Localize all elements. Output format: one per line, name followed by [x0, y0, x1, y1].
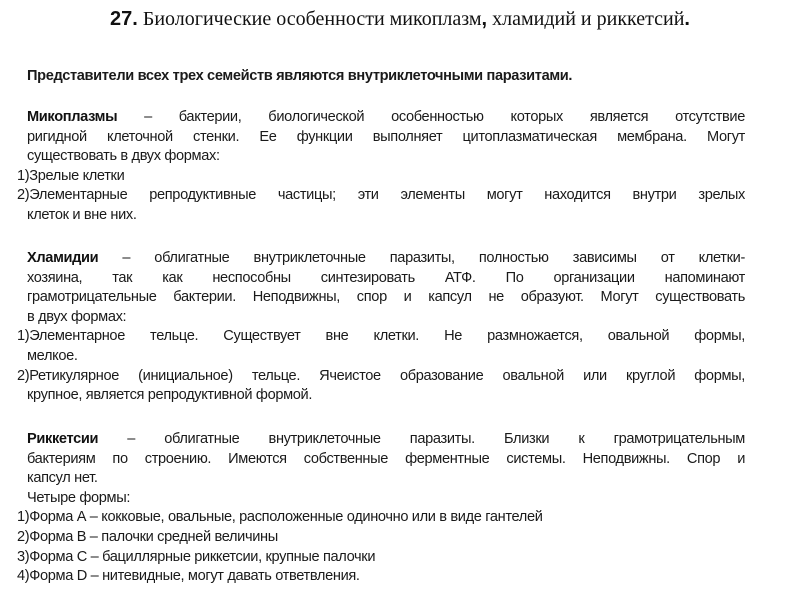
- paragraph-line: [27, 450, 745, 470]
- line-text: 1)Форма А – кокковые, овальные, расположенные одиночно или в виде гантелей: [17, 509, 543, 526]
- paragraph-line: [27, 288, 745, 308]
- line-text: мелкое.: [27, 347, 78, 364]
- line-text: крупное, является репродуктивной формой.: [27, 387, 313, 404]
- line-text: грамотрицательные бактерии. Неподвижны, спор и капсул не образуют. Могут существовать: [27, 289, 745, 306]
- line-text: 3)Форма С – бациллярные риккетсии, крупные палочки: [17, 548, 376, 565]
- section-rickettsia: [0, 430, 800, 587]
- list-item: [17, 548, 745, 568]
- line-text: Четыре формы:: [27, 489, 131, 506]
- line-text: 2)Элементарные репродуктивные частицы; эти элементы могут находится внутри зрелых: [17, 187, 745, 204]
- paragraph-line: [27, 308, 745, 328]
- list-item: [17, 186, 745, 206]
- paragraph-line: [27, 206, 745, 226]
- paragraph-line: [27, 430, 745, 450]
- list-item: [17, 367, 745, 387]
- page-title: 27. Биологические особенности микоплазм, хламидий и риккетсий.: [110, 8, 690, 30]
- paragraph-line: [27, 128, 745, 148]
- line-text: 1)Элементарное тельце. Существует вне клетки. Не размножается, овальной формы,: [17, 328, 745, 345]
- line-text: капсул нет.: [27, 470, 98, 487]
- line-text: бактериям по строению. Имеются собственные ферментные системы. Неподвижны. Спор и: [27, 450, 745, 467]
- paragraph-line: [27, 249, 745, 269]
- line-text: 4)Форма D – нитевидные, могут давать ответвления.: [17, 568, 360, 585]
- section-chlamydia: [0, 249, 800, 406]
- term-mycoplasma: Микоплазмы: [27, 109, 118, 125]
- list-item: [17, 567, 745, 587]
- line-text: хозяина, так как неспособны синтезировать АТФ. По организации напоминают: [27, 269, 745, 286]
- intro-text: Представители всех трех семейств являются внутриклеточными паразитами.: [27, 68, 573, 84]
- line-text: 2)Форма В – палочки средней величины: [17, 528, 278, 545]
- line-text: – бактерии, биологической особенностью которых является отсутствие: [117, 109, 745, 125]
- line-text: – облигатные внутриклеточные паразиты, полностью зависимы от клетки-: [98, 250, 745, 266]
- paragraph-line: [27, 489, 745, 509]
- list-item: [17, 528, 745, 548]
- list-item: [17, 167, 745, 187]
- term-rickettsia: Риккетсии: [27, 431, 99, 447]
- list-item: [17, 327, 745, 347]
- paragraph-line: [27, 269, 745, 289]
- paragraph-line: [27, 347, 745, 367]
- line-text: ригидной клеточной стенки. Ее функции выполняет цитоплазматическая мембрана. Могут: [27, 128, 745, 145]
- term-chlamydia: Хламидии: [27, 250, 99, 266]
- line-text: – облигатные внутриклеточные паразиты. Близки к грамотрицательным: [98, 431, 745, 447]
- section-mycoplasma: [0, 108, 800, 226]
- line-text: клеток и вне них.: [27, 206, 137, 223]
- line-text: 2)Ретикулярное (инициальное) тельце. Ячеистое образование овальной или круглой формы,: [17, 367, 745, 384]
- line-text: 1)Зрелые клетки: [17, 167, 125, 184]
- paragraph-line: [27, 147, 745, 167]
- list-item: [17, 508, 745, 528]
- paragraph-line: [27, 108, 745, 128]
- line-text: существовать в двух формах:: [27, 148, 220, 165]
- paragraph-line: [27, 469, 745, 489]
- line-text: в двух формах:: [27, 308, 127, 325]
- paragraph-line: [27, 386, 745, 406]
